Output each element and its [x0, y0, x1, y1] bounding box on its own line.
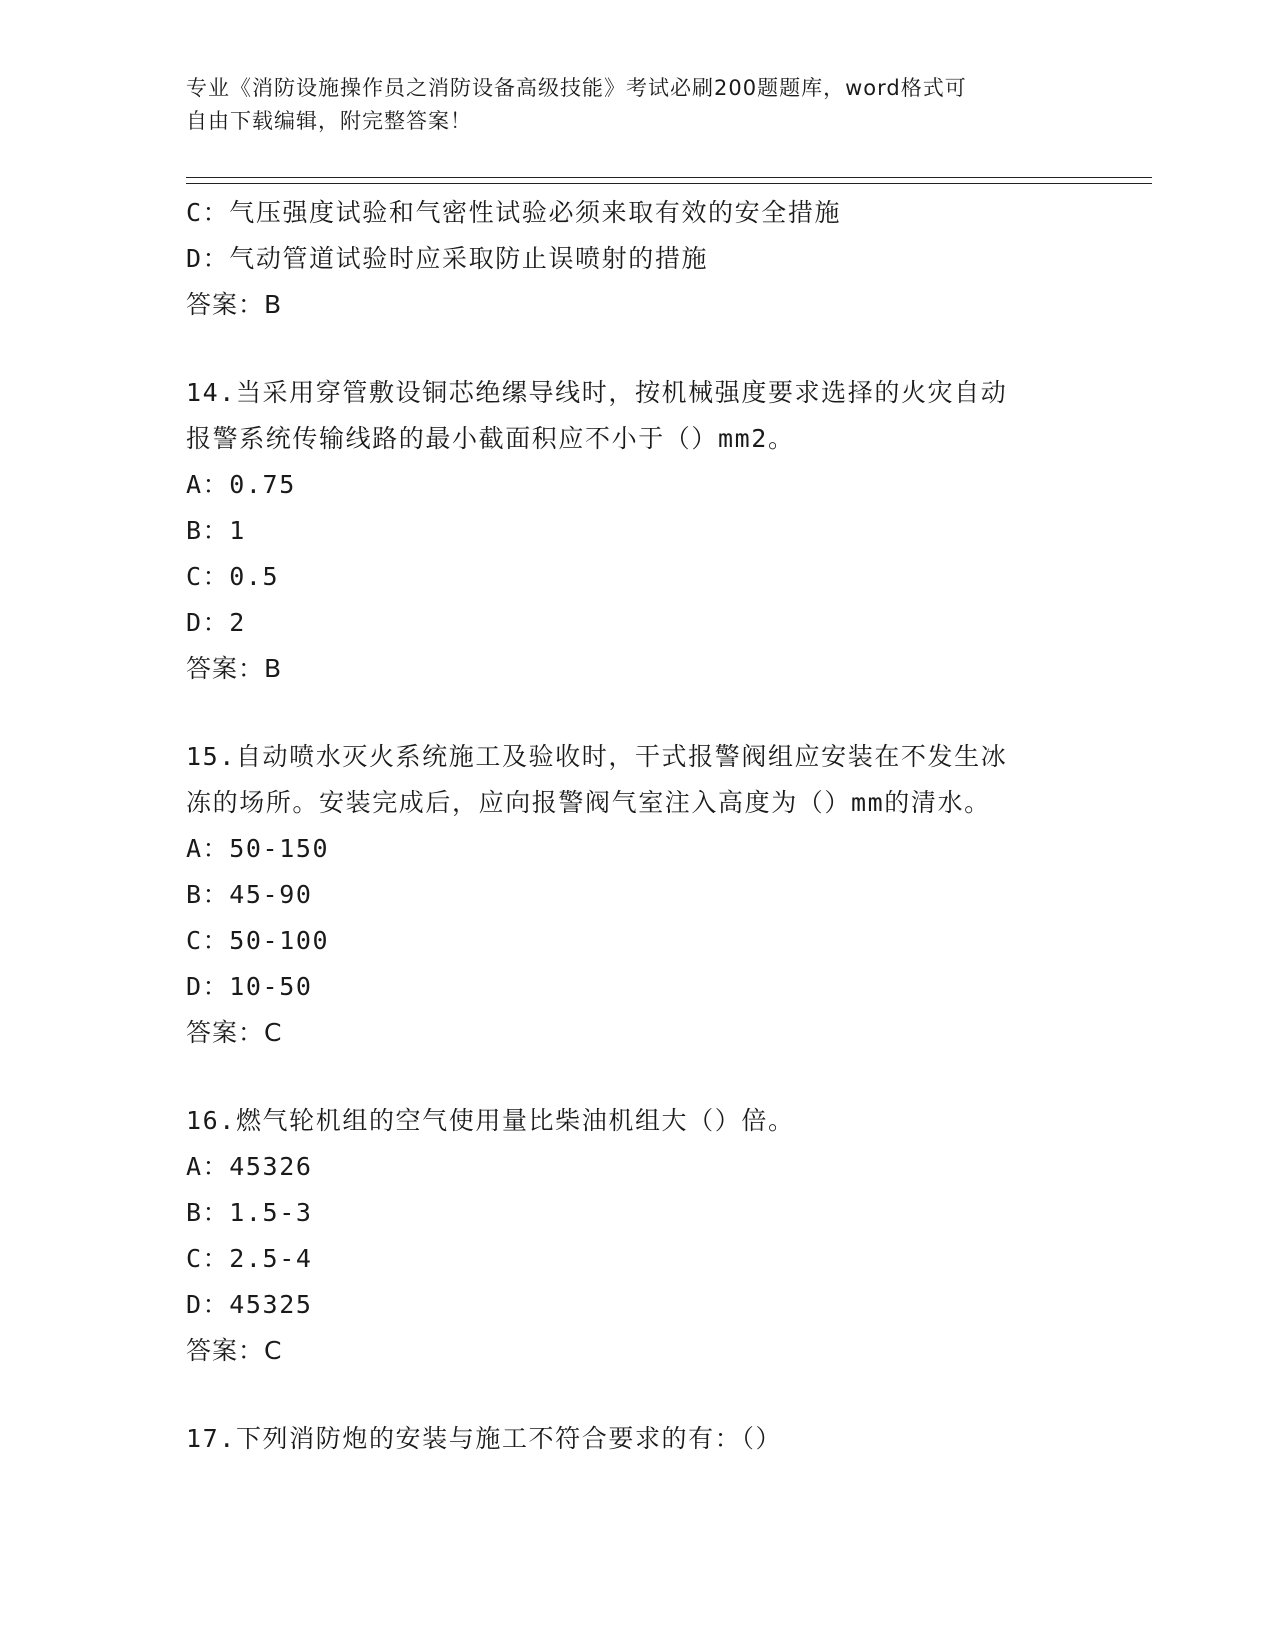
header-line-1: 专业《消防设施操作员之消防设备高级技能》考试必刷200题题库，word格式可: [186, 76, 967, 100]
question-stem-line: 15.自动喷水灭火系统施工及验收时，干式报警阀组应安装在不发生冰: [186, 742, 1008, 771]
option-a: A：0.75: [186, 470, 296, 499]
question-list: [186, 190, 1086, 1462]
question-14: [186, 370, 1086, 692]
question-stem: [186, 1416, 1086, 1462]
question-17: [186, 1416, 1086, 1462]
answer-line: 答案：C: [186, 1336, 283, 1365]
question-stem-line: 17.下列消防炮的安装与施工不符合要求的有：（）: [186, 1424, 783, 1453]
header-divider-top: [186, 177, 1152, 178]
document-header: [186, 72, 1086, 138]
header-divider-bottom: [186, 183, 1152, 184]
option-d: D：45325: [186, 1290, 313, 1319]
option-c: C：气压强度试验和气密性试验必须来取有效的安全措施: [186, 198, 842, 227]
option-d: D：10-50: [186, 972, 313, 1001]
question-stem: [186, 370, 1086, 462]
header-line-2: 自由下载编辑，附完整答案！: [186, 109, 472, 133]
question-stem: [186, 734, 1086, 826]
option-a: A：50-150: [186, 834, 330, 863]
question-stem-line: 16.燃气轮机组的空气使用量比柴油机组大（）倍。: [186, 1106, 795, 1135]
question-13-continued: [186, 190, 1086, 328]
option-c: C：50-100: [186, 926, 330, 955]
answer-line: 答案：B: [186, 654, 283, 683]
option-a: A：45326: [186, 1152, 313, 1181]
option-b: B：45-90: [186, 880, 313, 909]
answer-line: 答案：C: [186, 1018, 283, 1047]
option-d: D：气动管道试验时应采取防止误喷射的措施: [186, 244, 709, 273]
question-15: [186, 734, 1086, 1056]
answer-line: 答案：B: [186, 290, 283, 319]
question-stem-line: 14.当采用穿管敷设铜芯绝缧导线时，按机械强度要求选择的火灾自动: [186, 378, 1008, 407]
question-16: [186, 1098, 1086, 1374]
option-b: B：1: [186, 516, 246, 545]
question-stem-line: 报警系统传输线路的最小截面积应不小于（）mm2。: [186, 424, 795, 453]
option-d: D：2: [186, 608, 246, 637]
question-stem-line: 冻的场所。安装完成后，应向报警阀气室注入高度为（）mm的清水。: [186, 788, 991, 817]
question-stem: [186, 1098, 1086, 1144]
option-c: C：2.5-4: [186, 1244, 313, 1273]
option-c: C：0.5: [186, 562, 280, 591]
option-b: B：1.5-3: [186, 1198, 313, 1227]
